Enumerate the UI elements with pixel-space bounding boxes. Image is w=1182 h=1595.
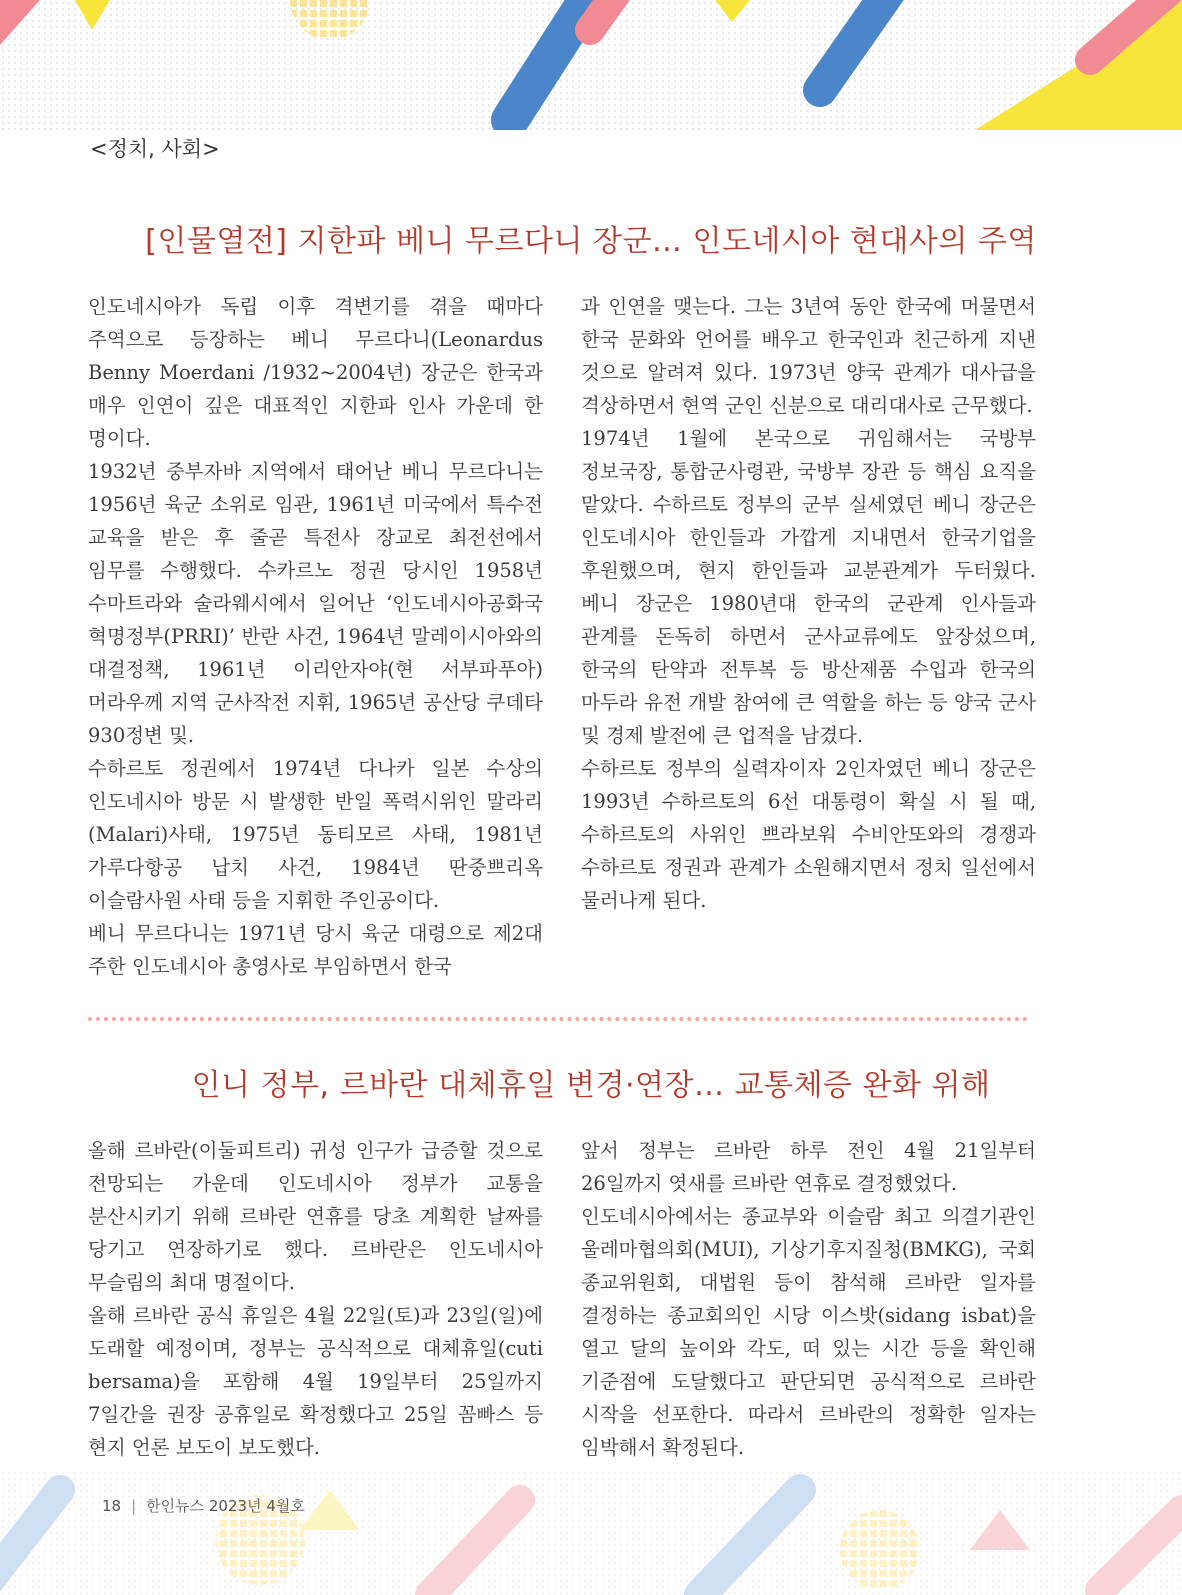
article-2-paragraph: 앞서 정부는 르바란 하루 전인 4월 21일부터 26일까지 엿새를 르바란 연휴로 결정했었다. bbox=[581, 1139, 1036, 1195]
article-2-paragraph: 올해 르바란 공식 휴일은 4월 22일(토)과 23일(일)에 도래할 예정이며, 정부는 공식적으로 대체휴일(cuti bersama)을 포함해 4월 19일부터 25일까지 7일간을 권장 공휴일로 확정했다고 25일 꼼빠스 등 현지 언론 보도이 보도했다. bbox=[88, 1304, 543, 1459]
article-1-title: [인물열전] 지한파 베니 무르다니 장군… 인도네시아 현대사의 주역 bbox=[145, 224, 1037, 259]
section-label: <정치, 사회> bbox=[90, 137, 220, 161]
article-1-paragraph: 1974년 1월에 본국으로 귀임해서는 국방부 정보국장, 통합군사령관, 국방부 장관 등 핵심 요직을 맡았다. 수하르토 정부의 군부 실세였던 베니 장군은 인도네시아 한인들과 가깝게 지내면서 한국기업을 후원했으며, 현지 한인들과 교분관계가 두터웠다. 베니 장군은 1980년대 한국의 군관계 인사들과 관계를 돈독히 하면서 군사교류에도 앞장섰으며, 한국의 탄약과 전투복 등 방산제품 수입과 한국의 마두라 유전 개발 참여에 큰 역할을 하는 등 양국 군사 및 경제 발전에 큰 업적을 남겼다. bbox=[581, 427, 1036, 747]
article-1-paragraph: 1932년 중부자바 지역에서 태어난 베니 무르다니는 1956년 육군 소위로 임관, 1961년 미국에서 특수전 교육을 받은 후 줄곧 특전사 장교로 최전선에서 임무를 수행했다. 수카르노 정권 당시인 1958년 수마트라와 술라웨시에서 일어난 ‘인도네시아공화국 혁명정부(PRRI)’ 반란 사건, 1964년 말레이시아와의 대결정책, 1961년 이리안자야(현 서부파푸아) 머라우께 지역 군사작전 지휘, 1965년 공산당 쿠데타 930정변 및. bbox=[88, 460, 543, 747]
article-1-paragraph: 과 인연을 맺는다. 그는 3년여 동안 한국에 머물면서 한국 문화와 언어를 배우고 한국인과 친근하게 지낸 것으로 알려져 있다. 1973년 양국 관계가 대사급을 격상하면서 현역 군인 신분으로 대리대사로 근무했다. bbox=[581, 295, 1036, 417]
publication-name: 한인뉴스 2023년 4월호 bbox=[146, 1497, 305, 1515]
article-1-paragraph: 수하르토 정권에서 1974년 다나카 일본 수상의 인도네시아 방문 시 발생한 반일 폭력시위인 말라리(Malari)사태, 1975년 동티모르 사태, 1981년 가루다항공 납치 사건, 1984년 딴중쁘리옥 이슬람사원 사태 등을 지휘한 주인공이다. bbox=[88, 757, 543, 912]
article-2-right-column bbox=[581, 1134, 1036, 1464]
article-1-right-column bbox=[581, 290, 1036, 917]
article-2-paragraph: 인도네시아에서는 종교부와 이슬람 최고 의결기관인 울레마협의회(MUI), 기상기후지질청(BMKG), 국회 종교위원회, 대법원 등이 참석해 르바란 일자를 결정하는 종교회의인 시당 이스밧(sidang isbat)을 열고 달의 높이와 각도, 떠 있는 시간 등을 확인해 기준점에 도달했다고 판단되면 공식적으로 르바란 시작을 선포한다. 따라서 르바란의 정확한 일자는 임박해서 확정된다. bbox=[581, 1205, 1036, 1459]
page-number: 18 bbox=[102, 1497, 122, 1515]
page-footer bbox=[102, 1495, 305, 1516]
article-1-left-column bbox=[88, 290, 543, 983]
article-1-paragraph: 인도네시아가 독립 이후 격변기를 겪을 때마다 주역으로 등장하는 베니 무르다니(Leonardus Benny Moerdani /1932~2004년) 장군은 한국과 매우 인연이 깊은 대표적인 지한파 인사 가운데 한 명이다. bbox=[88, 295, 543, 450]
top-decoration bbox=[0, 0, 1182, 130]
article-2-paragraph: 올해 르바란(이둘피트리) 귀성 인구가 급증할 것으로 전망되는 가운데 인도네시아 정부가 교통을 분산시키기 위해 르바란 연휴를 당초 계획한 날짜를 당기고 연장하기로 했다. 르바란은 인도네시아 무슬림의 최대 명절이다. bbox=[88, 1139, 543, 1294]
bottom-decoration bbox=[0, 1470, 1182, 1595]
dotted-divider bbox=[88, 1017, 1028, 1021]
article-1-paragraph: 베니 무르다니는 1971년 당시 육군 대령으로 제2대 주한 인도네시아 총영사로 부임하면서 한국 bbox=[88, 922, 543, 978]
article-1-paragraph: 수하르토 정부의 실력자이자 2인자였던 베니 장군은 1993년 수하르토의 6선 대통령이 확실 시 될 때, 수하르토의 사위인 쁘라보워 수비안또와의 경쟁과 수하르토 정권과 관계가 소원해지면서 정치 일선에서 물러나게 된다. bbox=[581, 757, 1036, 912]
footer-separator: | bbox=[131, 1497, 137, 1515]
article-2-title: 인니 정부, 르바란 대체휴일 변경·연장… 교통체증 완화 위해 bbox=[191, 1068, 991, 1103]
article-2-left-column bbox=[88, 1134, 543, 1464]
